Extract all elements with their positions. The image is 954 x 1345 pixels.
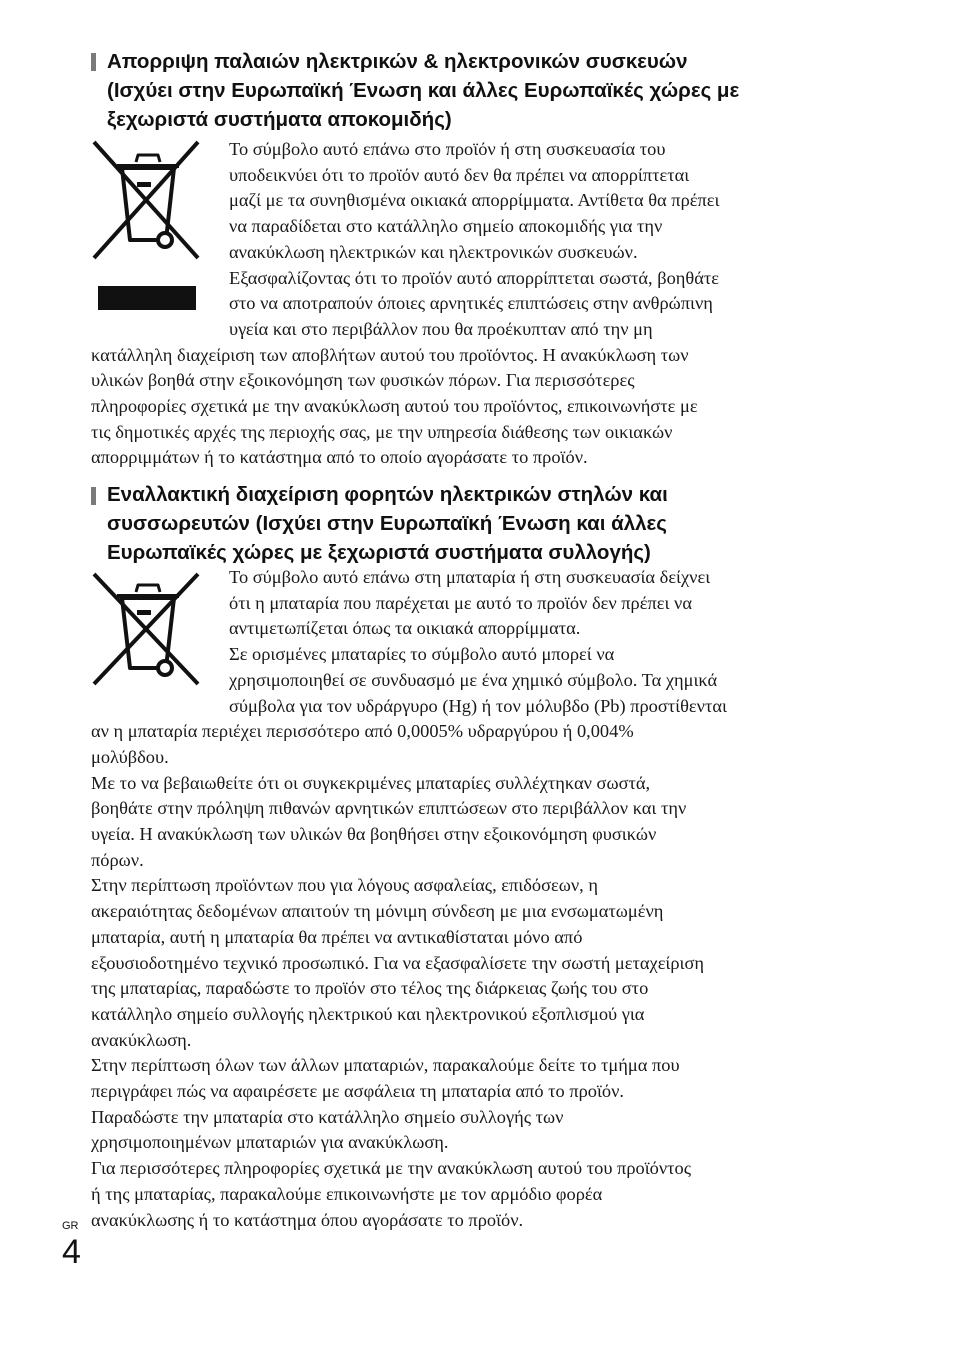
text-line: βοηθάτε στην πρόληψη πιθανών αρνητικών επιπτώσεων στο περιβάλλον και την <box>91 798 687 819</box>
section1-body <box>91 137 851 471</box>
section-marker <box>91 53 96 71</box>
text-line: υποδεικνύει ότι το προϊόν αυτό δεν θα πρέπει να απορρίπτεται <box>229 164 690 185</box>
text-line: Στην περίπτωση όλων των άλλων μπαταριών, παρακαλούμε δείτε το τμήμα που <box>91 1055 680 1076</box>
text-line: Σε ορισμένες μπαταρίες το σύμβολο αυτό μπορεί να <box>229 644 615 665</box>
text-line: Το σύμβολο αυτό επάνω στη μπαταρία ή στη συσκευασία δείχνει <box>229 567 711 587</box>
text-line: ανακύκλωσης ή το κατάστημα όπου αγοράσατε το προϊόν. <box>91 1209 524 1230</box>
section2-heading <box>107 480 668 567</box>
heading-line: Ευρωπαϊκές χώρες με ξεχωριστά συστήματα συλλογής) <box>107 541 651 564</box>
text-line: ανακύκλωση. <box>91 1029 192 1050</box>
text-line: ότι η μπαταρία που παρέχεται με αυτό το προϊόν δεν πρέπει να <box>229 592 692 613</box>
text-line: κατάλληλη διαχείριση των αποβλήτων αυτού του προϊόντος. Η ανακύκλωση των <box>91 344 689 365</box>
text-line: σύμβολα για τον υδράργυρο (Hg) ή τον μόλυβδο (Pb) προστίθενται <box>229 695 727 716</box>
heading-line: (Ισχύει στην Ευρωπαϊκή Ένωση και άλλες Ευρωπαϊκές χώρες με <box>107 79 740 102</box>
text-line: περιγράφει πώς να αφαιρέσετε με ασφάλεια τη μπαταρία από το προϊόν. <box>91 1081 625 1102</box>
text-line: Για περισσότερες πληροφορίες σχετικά με την ανακύκλωση αυτού του προϊόντος <box>91 1158 692 1179</box>
text-line: υγεία. Η ανακύκλωση των υλικών θα βοηθήσει στην εξοικονόμηση φυσικών <box>91 824 657 845</box>
text-line: αντιμετωπίζεται όπως τα οικιακά απορρίμματα. <box>229 618 581 639</box>
heading-line: συσσωρευτών (Ισχύει στην Ευρωπαϊκή Ένωση και άλλες <box>107 512 667 535</box>
heading-line: ξεχωριστά συστήματα αποκομιδής) <box>107 108 452 131</box>
text-line: χρησιμοποιημένων μπαταριών για ανακύκλωση. <box>91 1132 449 1153</box>
text-line: Παραδώστε την μπαταρία στο κατάλληλο σημείο συλλογής των <box>91 1106 564 1127</box>
heading-line: Εναλλακτική διαχείριση φορητών ηλεκτρικών στηλών και <box>107 483 668 506</box>
text-line: Στην περίπτωση προϊόντων που για λόγους ασφαλείας, επιδόσεων, η <box>91 875 598 896</box>
text-line: Με το να βεβαιωθείτε ότι οι συγκεκριμένες μπαταρίες συλλέχτηκαν σωστά, <box>91 772 651 793</box>
text-line: μαζί με τα συνηθισμένα οικιακά απορρίμματα. Αντίθετα θα πρέπει <box>229 190 720 211</box>
text-line: κατάλληλο σημείο συλλογής ηλεκτρικού και ηλεκτρονικού εξοπλισμού για <box>91 1003 645 1024</box>
text-line: Εξασφαλίζοντας ότι το προϊόν αυτό απορρίπτεται σωστά, βοηθάτε <box>229 267 719 288</box>
text-line: πόρων. <box>91 849 144 870</box>
text-line: χρησιμοποιηθεί σε συνδυασμό με ένα χημικό σύμβολο. Τα χημικά <box>229 669 718 690</box>
heading-line: Απορριψη παλαιών ηλεκτρικών & ηλεκτρονικών συσκευών <box>107 50 688 73</box>
text-line: στο να αποτραπούν όποιες αρνητικές επιπτώσεις στην ανθρώπινη <box>229 293 713 314</box>
text-line: αν η μπαταρία περιέχει περισσότερο από 0,0005% υδραργύρου ή 0,004% <box>91 721 634 742</box>
text-line: ανακύκλωση ηλεκτρικών και ηλεκτρονικών συσκευών. <box>229 241 638 262</box>
text-line: μπαταρία, αυτή η μπαταρία θα πρέπει να αντικαθίσταται μόνο από <box>91 926 583 947</box>
text-line: εξουσιοδοτημένο τεχνικό προσωπικό. Για να εξασφαλίσετε την σωστή μεταχείριση <box>91 952 705 973</box>
text-line: τις δημοτικές αρχές της περιοχής σας, με την υπηρεσία διάθεσης των οικιακών <box>91 421 673 442</box>
text-line: Το σύμβολο αυτό επάνω στο προϊόν ή στη συσκευασία του <box>229 139 666 159</box>
section1-heading <box>107 47 739 134</box>
text-line: ή της μπαταρίας, παρακαλούμε επικοινωνήστε με τον αρμόδιο φορέα <box>91 1183 603 1204</box>
text-line: ακεραιότητας δεδομένων απαιτούν τη μόνιμη σύνδεση με μια ενσωματωμένη <box>91 901 664 922</box>
text-line: υλικών βοηθά στην εξοικονόμηση των φυσικών πόρων. Για περισσότερες <box>91 370 635 391</box>
text-line: απορριμμάτων ή το κατάστημα από το οποίο αγοράσατε το προϊόν. <box>91 447 588 468</box>
page-language-label: GR <box>62 1220 79 1232</box>
text-line: της μπαταρίας, παραδώστε το προϊόν στο τέλος της διάρκειας ζωής του στο <box>91 978 649 999</box>
section-marker <box>91 487 96 505</box>
section2-body <box>91 565 851 1233</box>
text-line: να παραδίδεται στο κατάλληλο σημείο αποκομιδής για την <box>229 216 663 237</box>
page-number: 4 <box>62 1233 81 1271</box>
text-line: πληροφορίες σχετικά με την ανακύκλωση αυτού του προϊόντος, επικοινωνήστε με <box>91 396 698 417</box>
text-line: υγεία και στο περιβάλλον που θα προέκυπταν από την μη <box>229 318 653 339</box>
text-line: μολύβδου. <box>91 746 169 767</box>
